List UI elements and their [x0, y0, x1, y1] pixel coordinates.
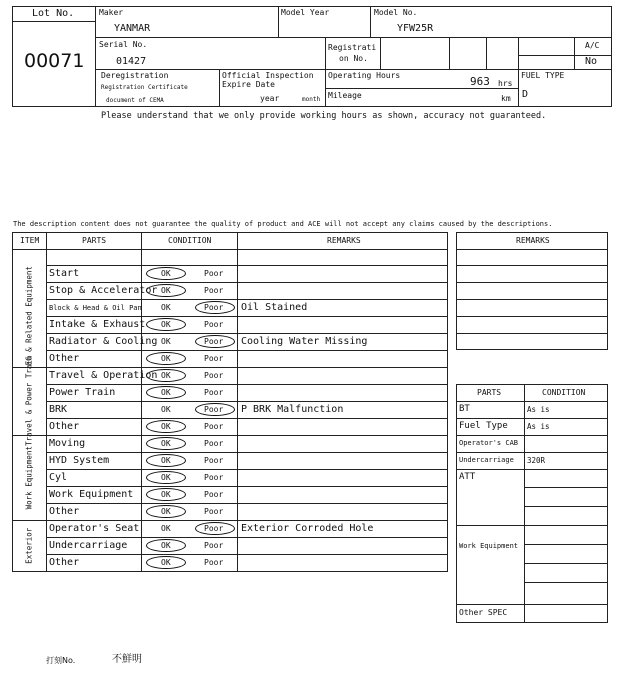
hours-unit: hrs — [498, 79, 513, 88]
operating-hours-value: 963 — [470, 75, 490, 88]
part-label: Work Equipment — [49, 489, 134, 500]
deregistration-sub-1: Registration Certificate — [101, 84, 188, 91]
row-rule — [46, 452, 448, 453]
side-rule — [524, 563, 608, 564]
row-rule — [46, 265, 448, 266]
ok-option[interactable]: OK — [161, 388, 171, 397]
registration-label-1: Registrati — [328, 43, 377, 52]
remarks-rule — [456, 299, 608, 300]
group-rule — [12, 571, 448, 572]
poor-option[interactable]: Poor — [204, 303, 224, 312]
side-rule — [456, 435, 608, 436]
maker-value: YANMAR — [114, 23, 151, 34]
row-rule — [46, 282, 448, 283]
ok-option[interactable]: OK — [161, 524, 171, 533]
row-rule — [46, 333, 448, 334]
ok-option[interactable]: OK — [161, 337, 171, 346]
ok-option[interactable]: OK — [161, 303, 171, 312]
ok-option[interactable]: OK — [161, 354, 171, 363]
poor-option[interactable]: Poor — [204, 371, 224, 380]
operating-hours-label: Operating Hours — [328, 71, 401, 80]
part-label: Stop & Accelerator — [49, 285, 158, 296]
ok-circle-mark — [146, 556, 186, 569]
side-part-label: Undercarriage — [459, 456, 514, 464]
row-rule — [46, 503, 448, 504]
side-other-spec-label: Other SPEC — [459, 608, 508, 617]
side-parts-frame — [456, 384, 608, 623]
row-rule — [46, 520, 448, 521]
remark-text: Oil Stained — [241, 302, 308, 313]
ok-circle-mark — [146, 369, 186, 382]
fuel-type-label: FUEL TYPE — [521, 71, 565, 80]
poor-circle-mark — [195, 301, 235, 314]
deregistration-sub-2: document of CEMA — [106, 97, 164, 104]
poor-circle-mark — [195, 522, 235, 535]
side-part-label: Operator's CAB — [459, 439, 519, 447]
ok-circle-mark — [146, 318, 186, 331]
poor-circle-mark — [195, 335, 235, 348]
side-rule — [524, 544, 608, 545]
registration-label-2: on No. — [339, 54, 368, 63]
fuel-type-value: D — [522, 89, 529, 100]
ok-circle-mark — [146, 386, 186, 399]
inspection-table-frame — [12, 232, 448, 572]
ok-circle-mark — [146, 267, 186, 280]
col-condition-header: CONDITION — [168, 236, 212, 245]
stamp-label: 打刻No. — [46, 656, 76, 665]
side-work-equipment-label: Work Equipment — [459, 542, 519, 550]
inspection-label-2: Expire Date — [222, 80, 275, 89]
model-year-label: Model Year — [281, 8, 330, 17]
ok-circle-mark — [146, 352, 186, 365]
poor-option[interactable]: Poor — [204, 422, 224, 431]
group-label: Exterior — [24, 527, 34, 564]
stamp-value: 不鮮明 — [112, 654, 142, 665]
side-condition-header: CONDITION — [542, 388, 586, 397]
side-rule — [524, 582, 608, 583]
remarks-rule — [456, 333, 608, 334]
row-rule — [46, 299, 448, 300]
col-item-header: ITEM — [20, 236, 40, 245]
ok-circle-mark — [146, 454, 186, 467]
side-condition-value: As is — [527, 422, 550, 431]
row-rule — [46, 401, 448, 402]
row-rule — [46, 554, 448, 555]
poor-option[interactable]: Poor — [204, 473, 224, 482]
ok-circle-mark — [146, 437, 186, 450]
side-parts-header: PARTS — [477, 388, 502, 397]
hours-notice: Please understand that we only provide working hours as shown, accuracy not guaranteed. — [101, 111, 547, 121]
ac-label: A/C — [585, 41, 600, 50]
poor-option[interactable]: Poor — [204, 490, 224, 499]
part-label: Other — [49, 421, 80, 432]
ok-option[interactable]: OK — [161, 473, 171, 482]
ok-option[interactable]: OK — [161, 371, 171, 380]
side-rule — [524, 506, 608, 507]
side-rule — [456, 452, 608, 453]
remarks-rule — [456, 316, 608, 317]
ok-option[interactable]: OK — [161, 558, 171, 567]
side-rule — [456, 525, 524, 526]
year-label: year — [260, 94, 280, 103]
poor-option[interactable]: Poor — [204, 337, 224, 346]
side-part-label: ATT — [459, 472, 476, 482]
row-rule — [46, 367, 448, 368]
ok-option[interactable]: OK — [161, 490, 171, 499]
group-label: EG & Related Equipment — [24, 266, 34, 366]
part-label: Moving — [49, 438, 86, 449]
part-label: Cyl — [49, 472, 68, 483]
side-part-label: Fuel Type — [459, 421, 508, 431]
group-label: Travel & Power Train — [24, 355, 34, 446]
ok-option[interactable]: OK — [161, 320, 171, 329]
part-label: Radiator & Cooling — [49, 336, 158, 347]
lot-label: Lot No. — [32, 8, 75, 19]
poor-option[interactable]: Poor — [204, 524, 224, 533]
ok-option[interactable]: OK — [161, 422, 171, 431]
maker-label: Maker — [99, 8, 124, 17]
part-label: Undercarriage — [49, 540, 128, 551]
poor-option[interactable]: Poor — [204, 388, 224, 397]
ok-option[interactable]: OK — [161, 439, 171, 448]
poor-option[interactable]: Poor — [204, 558, 224, 567]
side-part-label: BT — [459, 404, 470, 414]
ok-circle-mark — [146, 471, 186, 484]
poor-option[interactable]: Poor — [204, 269, 224, 278]
model-no-value: YFW25R — [397, 23, 434, 34]
row-rule — [46, 316, 448, 317]
part-label: Power Train — [49, 387, 116, 398]
poor-option[interactable]: Poor — [204, 439, 224, 448]
side-rule — [456, 418, 608, 419]
poor-option[interactable]: Poor — [204, 286, 224, 295]
part-label: HYD System — [49, 455, 110, 466]
part-label: Other — [49, 506, 80, 517]
ok-circle-mark — [146, 284, 186, 297]
serial-value: 01427 — [116, 56, 147, 67]
row-rule — [46, 469, 448, 470]
row-rule — [46, 350, 448, 351]
col-parts-header: PARTS — [82, 236, 107, 245]
poor-option[interactable]: Poor — [204, 456, 224, 465]
side-condition-value: As is — [527, 405, 550, 414]
side-rule — [524, 525, 608, 526]
ok-option[interactable]: OK — [161, 507, 171, 516]
right-remarks-header: REMARKS — [516, 236, 550, 245]
part-label: BRK — [49, 404, 68, 415]
poor-option[interactable]: Poor — [204, 507, 224, 516]
inspection-label-1: Official Inspection — [222, 71, 314, 80]
poor-circle-mark — [195, 403, 235, 416]
part-label: Operator's Seat — [49, 523, 140, 534]
remarks-rule — [456, 265, 608, 266]
part-label: Other — [49, 557, 80, 568]
part-label: Travel & Operation — [49, 370, 158, 381]
row-rule — [46, 486, 448, 487]
disclaimer: The description content does not guarantee the quality of product and ACE will not accept any claims caused by the descriptions. — [13, 220, 553, 228]
col-remarks-header: REMARKS — [327, 236, 361, 245]
ac-value: No — [585, 56, 598, 67]
side-rule — [456, 604, 608, 605]
remark-text: P BRK Malfunction — [241, 404, 344, 415]
part-label: Intake & Exhaust — [49, 319, 146, 330]
part-label: Other — [49, 353, 80, 364]
ok-option[interactable]: OK — [161, 541, 171, 550]
part-label: Start — [49, 268, 80, 279]
model-no-label: Model No. — [374, 8, 418, 17]
poor-option[interactable]: Poor — [204, 354, 224, 363]
ok-option[interactable]: OK — [161, 456, 171, 465]
ok-option[interactable]: OK — [161, 286, 171, 295]
remark-text: Exterior Corroded Hole — [241, 523, 374, 534]
poor-option[interactable]: Poor — [204, 320, 224, 329]
mileage-label: Mileage — [328, 91, 362, 100]
deregistration-label: Deregistration — [101, 71, 169, 80]
row-rule — [46, 384, 448, 385]
ok-circle-mark — [146, 488, 186, 501]
ok-circle-mark — [146, 505, 186, 518]
remark-text: Cooling Water Missing — [241, 336, 368, 347]
poor-option[interactable]: Poor — [204, 541, 224, 550]
row-rule — [46, 418, 448, 419]
serial-label: Serial No. — [99, 40, 148, 49]
side-condition-value: 320R — [527, 456, 546, 465]
group-label: Work Equipment — [24, 445, 34, 509]
mileage-unit: km — [501, 94, 511, 103]
month-label: month — [302, 96, 321, 103]
ok-option[interactable]: OK — [161, 269, 171, 278]
lot-number: 00071 — [24, 50, 85, 72]
row-rule — [46, 537, 448, 538]
side-rule — [456, 469, 608, 470]
part-label: Block & Head & Oil Pan — [49, 304, 142, 312]
row-rule — [46, 435, 448, 436]
poor-option[interactable]: Poor — [204, 405, 224, 414]
ok-circle-mark — [146, 420, 186, 433]
side-rule — [524, 487, 608, 488]
ok-circle-mark — [146, 539, 186, 552]
ok-option[interactable]: OK — [161, 405, 171, 414]
remarks-rule — [456, 282, 608, 283]
